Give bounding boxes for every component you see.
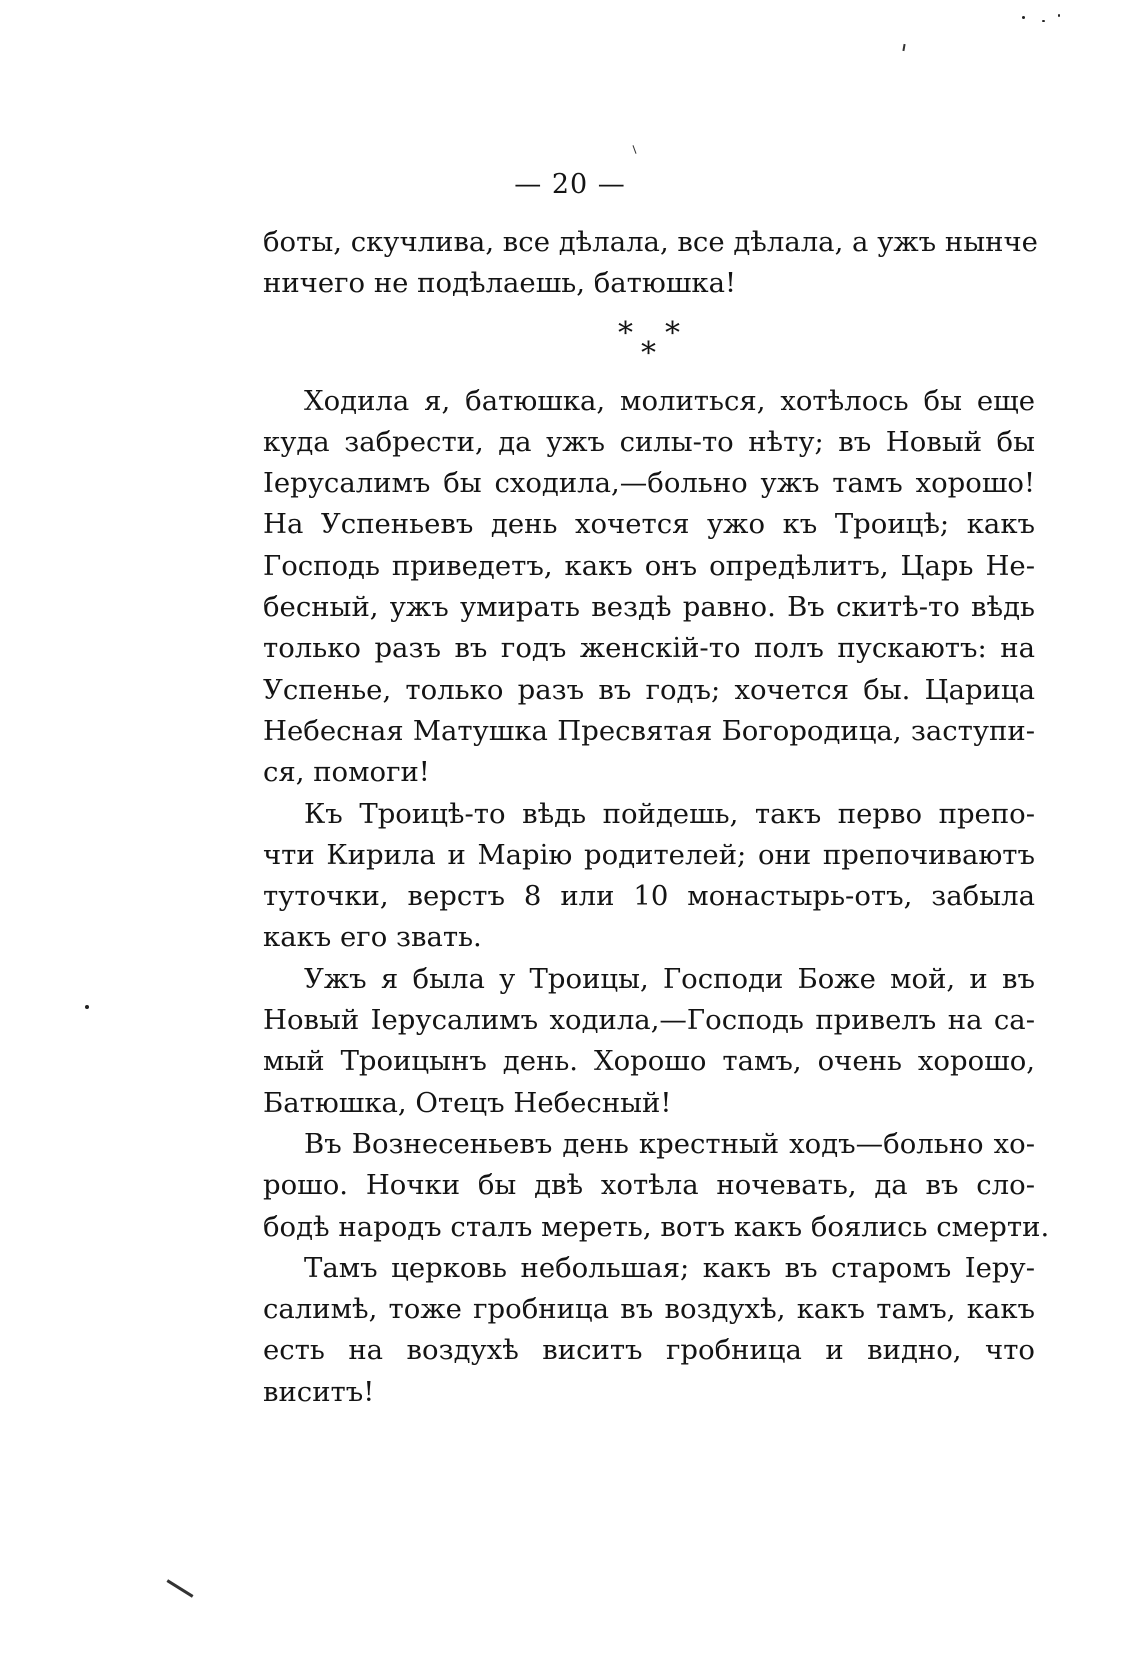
paragraph-first-line: Ходила я, батюшка, молиться, хотѣлось бы еще: [304, 384, 1035, 417]
paragraph-first-line: Ужъ я была у Троицы, Господи Боже мой, и въ: [304, 962, 1035, 995]
scan-scratch: [632, 145, 636, 154]
paragraph-first-line: Тамъ церковь небольшая; какъ въ старомъ Іеру-: [304, 1251, 1035, 1284]
page-number: — 20 —: [514, 169, 626, 200]
scan-scratch: [166, 1579, 193, 1597]
text-block: [263, 222, 1050, 1413]
text-line: есть на воздухѣ виситъ гробница и видно, что: [263, 1334, 1035, 1367]
text-line: ся, помоги!: [263, 756, 430, 789]
text-line: только разъ въ годъ женскій-то полъ пускаютъ: на: [263, 632, 1035, 665]
text-line: виситъ!: [263, 1375, 375, 1408]
scan-scratch: [902, 44, 905, 51]
text-line: мый Троицынъ день. Хорошо тамъ, очень хорошо,: [263, 1045, 1035, 1078]
text-line: туточки, верстъ 8 или 10 монастырь-отъ, забыла: [263, 880, 1035, 913]
text-line: чти Кирила и Марію родителей; они препочиваютъ: [263, 838, 1035, 871]
scan-speck: [1042, 20, 1045, 22]
section-break-asterism: [263, 305, 1035, 381]
asterism-star: *: [618, 315, 633, 351]
scan-speck: [85, 1005, 89, 1009]
asterism-star: *: [665, 315, 680, 351]
text-line: На Успеньевъ день хочется ужо къ Троицѣ; какъ: [263, 508, 1035, 541]
text-line: Господь приведетъ, какъ онъ опредѣлитъ, Царь Не-: [263, 549, 1035, 582]
text-line: куда забрести, да ужъ силы-то нѣту; въ Новый бы: [263, 425, 1035, 458]
text-line: ничего не подѣлаешь, батюшка!: [263, 267, 737, 300]
text-line: Новый Іерусалимъ ходила,—Господь привелъ на са-: [263, 1004, 1035, 1037]
text-line: рошо. Ночки бы двѣ хотѣла ночевать, да въ сло-: [263, 1169, 1035, 1202]
text-line: Батюшка, Отецъ Небесный!: [263, 1086, 672, 1119]
text-line: Успенье, только разъ въ годъ; хочется бы. Царица: [263, 673, 1035, 706]
text-line: бодѣ народъ сталъ мереть, вотъ какъ боялись смерти.: [263, 1210, 1050, 1243]
text-line: бесный, ужъ умирать вездѣ равно. Въ скитѣ-то вѣдь: [263, 591, 1035, 624]
text-line: салимѣ, тоже гробница въ воздухѣ, какъ тамъ, какъ: [263, 1293, 1035, 1326]
text-line: какъ его звать.: [263, 921, 482, 954]
scan-speck: [1058, 14, 1060, 17]
text-line: Небесная Матушка Пресвятая Богородица, заступи-: [263, 714, 1035, 747]
paragraph-first-line: Къ Троицѣ-то вѣдь пойдешь, такъ перво препо-: [304, 797, 1035, 830]
asterism-star: *: [641, 335, 656, 371]
paragraph-first-line: Въ Вознесеньевъ день крестный ходъ—больно хо-: [304, 1127, 1035, 1160]
text-line: Іерусалимъ бы сходила,—больно ужъ тамъ хорошо!: [263, 467, 1035, 500]
scan-speck: [1022, 16, 1025, 19]
text-line: боты, скучлива, все дѣлала, все дѣлала, а ужъ нынче: [263, 226, 1038, 258]
